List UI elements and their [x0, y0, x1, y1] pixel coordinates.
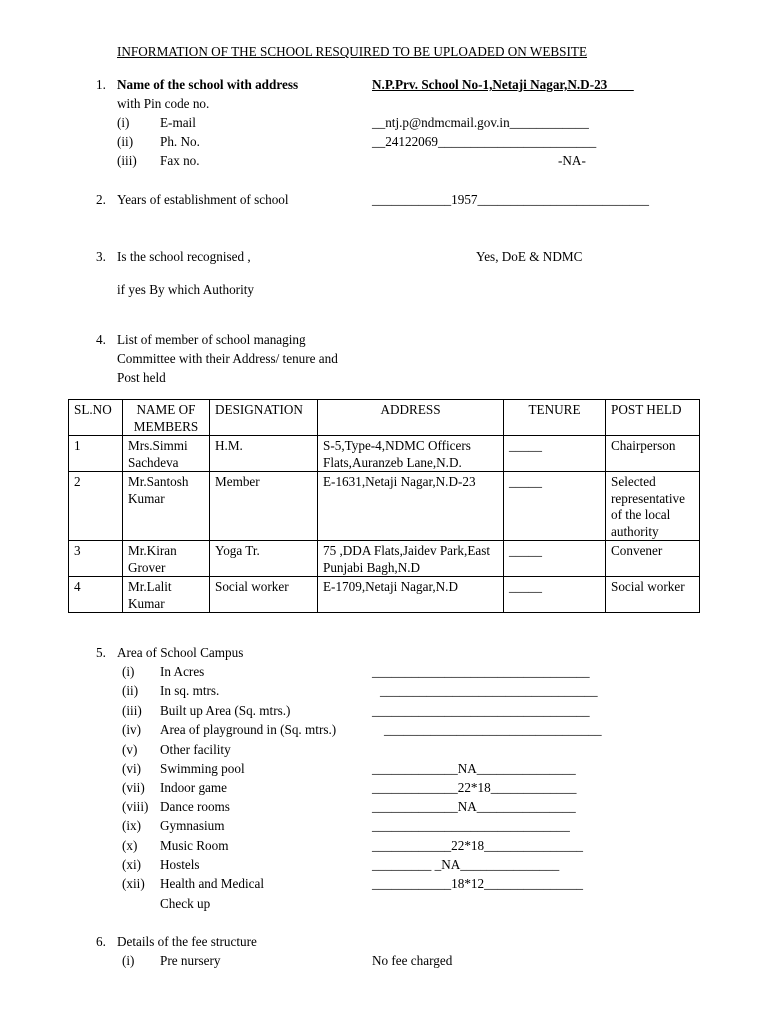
q3-number: 3.: [96, 249, 106, 264]
area-item-value: ______________________________: [372, 818, 570, 833]
q1-sub-roman: (iii): [117, 153, 137, 168]
q1-label: Name of the school with address: [117, 77, 299, 92]
cell-member-name: Mr.Santosh Kumar: [123, 472, 210, 541]
table-row: [69, 577, 700, 613]
col-header-name: NAME OF MEMBERS: [123, 400, 210, 436]
q1-label-line2: with Pin code no.: [117, 96, 210, 111]
area-item-roman: (xi): [122, 857, 142, 872]
table-row: [69, 436, 700, 472]
area-item-roman: (ii): [122, 683, 139, 698]
phone-label: Ph. No.: [160, 134, 200, 149]
q5-number: 5.: [96, 645, 106, 660]
cell-designation: Member: [210, 472, 318, 541]
area-item-label: Swimming pool: [160, 761, 245, 776]
committee-table: [68, 399, 700, 613]
cell-designation: H.M.: [210, 436, 318, 472]
area-item-roman: (i): [122, 664, 135, 679]
col-header-post: POST HELD: [606, 400, 700, 436]
cell-address: S-5,Type-4,NDMC Officers Flats,Auranzeb Lane,N.D.: [318, 436, 504, 472]
cell-address: 75 ,DDA Flats,Jaidev Park,East Punjabi Bagh,N.D: [318, 541, 504, 577]
fee-item-roman: (i): [122, 953, 135, 968]
cell-designation: Social worker: [210, 577, 318, 613]
q6-number: 6.: [96, 934, 106, 949]
col-header-designation: DESIGNATION: [210, 400, 318, 436]
q1-sub-roman: (i): [117, 115, 130, 130]
area-item-roman: (v): [122, 742, 138, 757]
cell-tenure: _____: [504, 541, 606, 577]
q4-number: 4.: [96, 332, 106, 347]
area-item-value: _____________NA_______________: [372, 761, 576, 776]
area-item-roman: (vi): [122, 761, 142, 776]
q5-label: Area of School Campus: [117, 645, 244, 660]
cell-post: Convener: [606, 541, 700, 577]
area-item-label: Gymnasium: [160, 818, 225, 833]
cell-post: Social worker: [606, 577, 700, 613]
area-item-value: _____________22*18_____________: [372, 780, 577, 795]
fee-item-label: Pre nursery: [160, 953, 221, 968]
area-item-label: Area of playground in (Sq. mtrs.): [160, 722, 337, 737]
table-row: [69, 472, 700, 541]
q4-label-line3: Post held: [117, 370, 166, 385]
cell-tenure: _____: [504, 436, 606, 472]
area-item-label: In sq. mtrs.: [160, 683, 220, 698]
area-item-roman: (x): [122, 838, 138, 853]
fax-value: -NA-: [558, 153, 586, 168]
q4-label-line1: List of member of school managing: [117, 332, 306, 347]
cell-address: E-1709,Netaji Nagar,N.D: [318, 577, 504, 613]
cell-member-name: Mr.Lalit Kumar: [123, 577, 210, 613]
col-header-slno: SL.NO: [69, 400, 123, 436]
col-header-tenure: TENURE: [504, 400, 606, 436]
establishment-year: ____________1957__________________________: [372, 192, 649, 207]
cell-member-name: Mr.Kiran Grover: [123, 541, 210, 577]
area-item-label: Hostels: [160, 857, 200, 872]
area-item-roman: (iii): [122, 703, 142, 718]
cell-member-name: Mrs.Simmi Sachdeva: [123, 436, 210, 472]
area-item-value: _________________________________: [380, 683, 598, 698]
cell-address: E-1631,Netaji Nagar,N.D-23: [318, 472, 504, 541]
area-item-roman: (ix): [122, 818, 142, 833]
cell-slno: 3: [69, 541, 123, 577]
fee-item-value: No fee charged: [372, 953, 453, 968]
q3-label-line2: if yes By which Authority: [117, 282, 254, 297]
cell-slno: 1: [69, 436, 123, 472]
area-item-value: _________________________________: [372, 664, 590, 679]
area-item-roman: (vii): [122, 780, 145, 795]
area-item-label: Other facility: [160, 742, 231, 757]
area-item-value: _____________NA_______________: [372, 799, 576, 814]
area-item-value: _________________________________: [372, 703, 590, 718]
cell-slno: 4: [69, 577, 123, 613]
q1-sub-roman: (ii): [117, 134, 134, 149]
cell-tenure: _____: [504, 472, 606, 541]
table-header-row: [69, 400, 700, 436]
email-label: E-mail: [160, 115, 196, 130]
cell-designation: Yoga Tr.: [210, 541, 318, 577]
recognition-value: Yes, DoE & NDMC: [476, 249, 583, 264]
area-item-label: Dance rooms: [160, 799, 230, 814]
area-item-roman: (viii): [122, 799, 149, 814]
area-item-label: Music Room: [160, 838, 229, 853]
page-title: INFORMATION OF THE SCHOOL RESQUIRED TO BE UPLOADED ON WEBSITE: [117, 44, 588, 59]
table-row: [69, 541, 700, 577]
fax-label: Fax no.: [160, 153, 200, 168]
area-item-value: ____________18*12_______________: [372, 876, 583, 891]
q4-label-line2: Committee with their Address/ tenure and: [117, 351, 338, 366]
q1-number: 1.: [96, 77, 106, 92]
cell-post: Chairperson: [606, 436, 700, 472]
email-value: __ntj.p@ndmcmail.gov.in____________: [372, 115, 589, 130]
area-item-label: Indoor game: [160, 780, 228, 795]
cell-tenure: _____: [504, 577, 606, 613]
area-item-label-line2: Check up: [160, 896, 211, 911]
area-item-label: In Acres: [160, 664, 205, 679]
cell-slno: 2: [69, 472, 123, 541]
area-item-value: _________ _NA_______________: [372, 857, 560, 872]
cell-post: Selected representative of the local authority: [606, 472, 700, 541]
col-header-address: ADDRESS: [318, 400, 504, 436]
q3-label: Is the school recognised ,: [117, 249, 251, 264]
school-name-address: N.P.Prv. School No-1,Netaji Nagar,N.D-23____: [372, 77, 634, 92]
area-item-roman: (iv): [122, 722, 142, 737]
q2-number: 2.: [96, 192, 106, 207]
phone-value: __24122069________________________: [372, 134, 597, 149]
area-item-roman: (xii): [122, 876, 145, 891]
area-item-label: Health and Medical: [160, 876, 264, 891]
area-item-label: Built up Area (Sq. mtrs.): [160, 703, 291, 718]
q2-label: Years of establishment of school: [117, 192, 289, 207]
area-item-value: _________________________________: [384, 722, 602, 737]
q6-label: Details of the fee structure: [117, 934, 257, 949]
area-item-value: ____________22*18_______________: [372, 838, 583, 853]
